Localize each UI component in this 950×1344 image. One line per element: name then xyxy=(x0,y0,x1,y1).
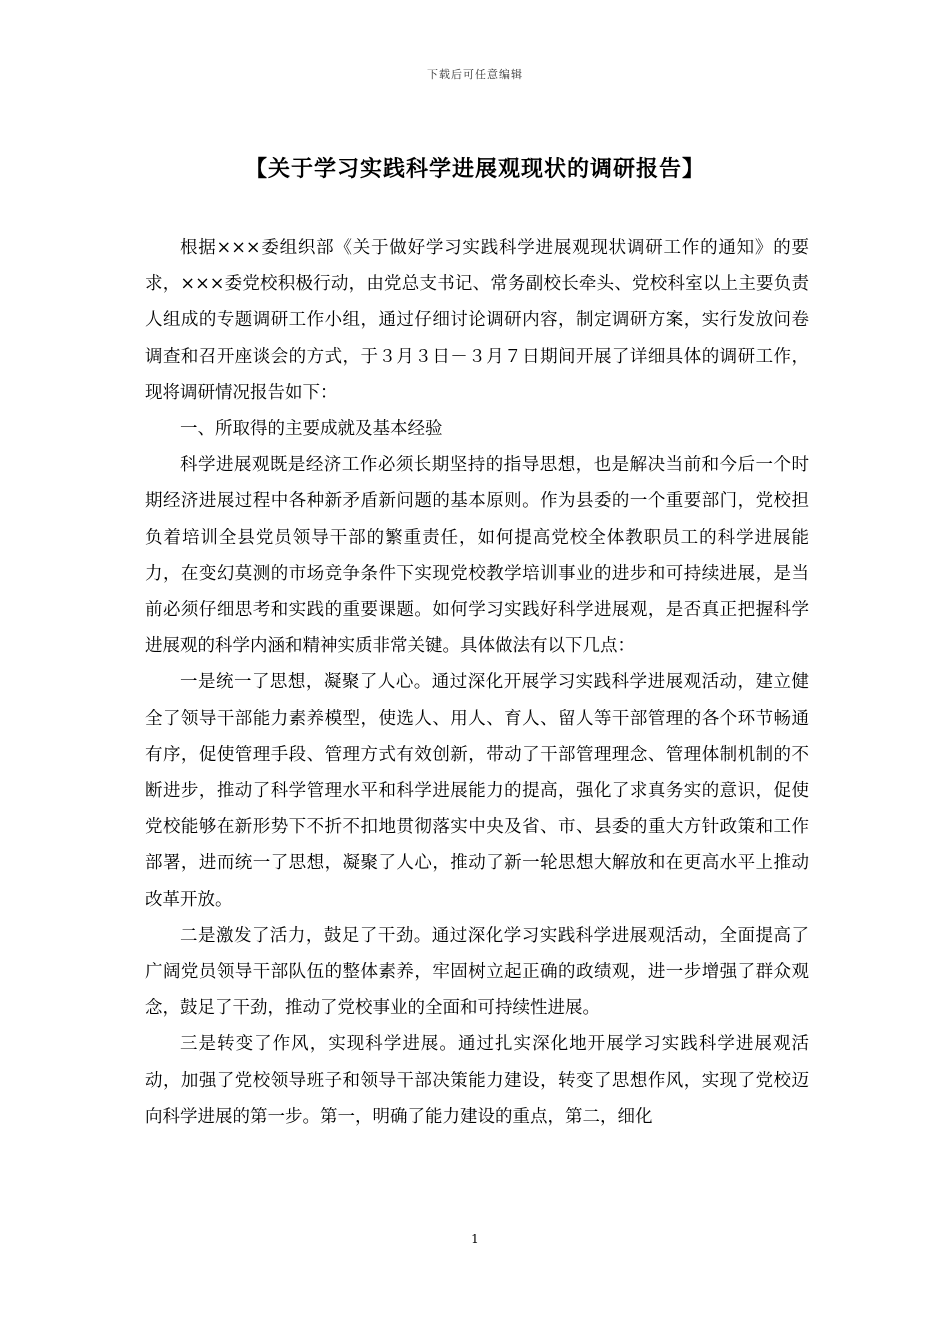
paragraph: 三是转变了作风，实现科学进展。通过扎实深化地开展学习实践科学进展观活动，加强了党校领导班子和领导干部决策能力建设，转变了思想作风，实现了党校迈向科学进展的第一步。第一，明确了能力建设的重点，第二，细化 xyxy=(145,1034,809,1127)
paragraph: 二是激发了活力，鼓足了干劲。通过深化学习实践科学进展观活动，全面提高了广阔党员领导干部队伍的整体素养，牢固树立起正确的政绩观，进一步增强了群众观念，鼓足了干劲，推动了党校事业的全面和可持续性进展。 xyxy=(145,925,809,1019)
paragraph: 科学进展观既是经济工作必须长期坚持的指导思想，也是解决当前和今后一个时期经济进展过程中各种新矛盾新问题的基本原则。作为县委的一个重要部门，党校担负着培训全县党员领导干部的繁重责任，如何提高党校全体教职员工的科学进展能力，在变幻莫测的市场竞争条件下实现党校教学培训事业的进步和可持续进展，是当前必须仔细思考和实践的重要课题。如何学习实践好科学进展观，是否真正把握科学进展观的科学内涵和精神实质非常关键。具体做法有以下几点： xyxy=(145,455,809,657)
paragraph: 一是统一了思想，凝聚了人心。通过深化开展学习实践科学进展观活动，建立健全了领导干部能力素养模型，使选人、用人、育人、留人等干部管理的各个环节畅通有序，促使管理手段、管理方式有效创新，带动了干部管理理念、管理体制机制的不断进步，推动了科学管理水平和科学进展能力的提高，强化了求真务实的意识，促使党校能够在新形势下不折不扣地贯彻落实中央及省、市、县委的重大方针政策和工作部署，进而统一了思想，凝聚了人心，推动了新一轮思想大解放和在更高水平上推动改革开放。 xyxy=(145,672,809,910)
section-heading: 一、所取得的主要成就及基本经验 xyxy=(180,419,443,440)
document-body xyxy=(145,230,809,1135)
header-note: 下载后可任意编辑 xyxy=(427,68,523,81)
paragraph-intro: 根据×××委组织部《关于做好学习实践科学进展观现状调研工作的通知》的要求，×××委党校积极行动，由党总支书记、常务副校长牵头、党校科室以上主要负责人组成的专题调研工作小组，通过仔细讨论调研内容，制定调研方案，实行发放问卷调查和召开座谈会的方式，于３月３日－３月７日期间开展了详细具体的调研工作，现将调研情况报告如下： xyxy=(145,238,809,403)
document-title: 【关于学习实践科学进展观现状的调研报告】 xyxy=(244,156,705,182)
page-number: 1 xyxy=(471,1232,479,1246)
